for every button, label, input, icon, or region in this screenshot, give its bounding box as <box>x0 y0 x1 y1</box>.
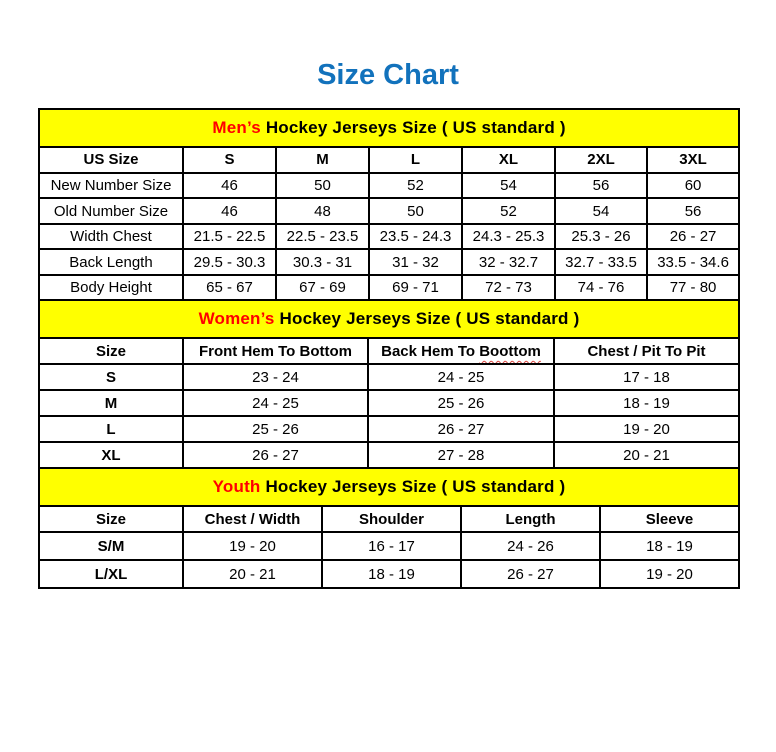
row-label-cell: New Number Size <box>39 173 183 199</box>
value-cell: 52 <box>462 198 555 224</box>
row-label-cell: L <box>39 416 183 442</box>
value-cell: 25.3 - 26 <box>555 224 647 250</box>
value-cell: 26 - 27 <box>461 560 600 588</box>
row-label-cell: Body Height <box>39 275 183 301</box>
value-cell: 50 <box>369 198 462 224</box>
column-header-cell: Length <box>461 506 600 532</box>
row-label-cell: Back Length <box>39 249 183 275</box>
value-cell: 31 - 32 <box>369 249 462 275</box>
value-cell: 48 <box>276 198 369 224</box>
value-cell: 24 - 26 <box>461 532 600 560</box>
table-row <box>39 532 739 560</box>
value-cell: 32 - 32.7 <box>462 249 555 275</box>
table-row <box>39 560 739 588</box>
column-header-cell: Front Hem To Bottom <box>183 338 368 364</box>
column-header-cell: US Size <box>39 147 183 173</box>
column-header-cell: Chest / Pit To Pit <box>554 338 739 364</box>
size-table-womens <box>38 299 740 469</box>
row-label-cell: S/M <box>39 532 183 560</box>
value-cell: 65 - 67 <box>183 275 276 301</box>
value-cell: 32.7 - 33.5 <box>555 249 647 275</box>
value-cell: 46 <box>183 173 276 199</box>
row-label-cell: L/XL <box>39 560 183 588</box>
page-title: Size Chart <box>317 59 459 91</box>
value-cell: 26 - 27 <box>647 224 739 250</box>
table-row <box>39 442 739 468</box>
section-title-text: Hockey Jerseys Size ( US standard ) <box>260 477 566 497</box>
section-title-text: Hockey Jerseys Size ( US standard ) <box>274 309 580 329</box>
value-cell: 18 - 19 <box>600 532 739 560</box>
section-title-text: Hockey Jerseys Size ( US standard ) <box>260 117 566 137</box>
value-cell: 21.5 - 22.5 <box>183 224 276 250</box>
section-title-mens <box>39 109 739 147</box>
value-cell: 19 - 20 <box>600 560 739 588</box>
value-cell: 22.5 - 23.5 <box>276 224 369 250</box>
value-cell: 24 - 25 <box>368 364 554 390</box>
column-header-cell: Shoulder <box>322 506 461 532</box>
value-cell: 69 - 71 <box>369 275 462 301</box>
table-row <box>39 224 739 250</box>
column-header-cell: L <box>369 147 462 173</box>
value-cell: 50 <box>276 173 369 199</box>
value-cell: 26 - 27 <box>183 442 368 468</box>
section-title-highlight: Youth <box>212 477 261 497</box>
table-row <box>39 275 739 301</box>
section-title-highlight: Women’s <box>198 309 275 329</box>
value-cell: 23 - 24 <box>183 364 368 390</box>
value-cell: 54 <box>462 173 555 199</box>
value-cell: 20 - 21 <box>183 560 322 588</box>
value-cell: 18 - 19 <box>554 390 739 416</box>
column-header-cell: 2XL <box>555 147 647 173</box>
value-cell: 25 - 26 <box>183 416 368 442</box>
value-cell: 18 - 19 <box>322 560 461 588</box>
value-cell: 77 - 80 <box>647 275 739 301</box>
row-label-cell: M <box>39 390 183 416</box>
value-cell: 24.3 - 25.3 <box>462 224 555 250</box>
value-cell: 60 <box>647 173 739 199</box>
column-header-cell: Chest / Width <box>183 506 322 532</box>
row-label-cell: Old Number Size <box>39 198 183 224</box>
size-table-mens <box>38 108 740 302</box>
column-header-cell <box>368 338 554 364</box>
value-cell: 19 - 20 <box>554 416 739 442</box>
table-row <box>39 390 739 416</box>
table-row <box>39 416 739 442</box>
value-cell: 20 - 21 <box>554 442 739 468</box>
row-label-cell: S <box>39 364 183 390</box>
section-title-womens <box>39 300 739 338</box>
section-title-youth <box>39 468 739 506</box>
value-cell: 54 <box>555 198 647 224</box>
value-cell: 26 - 27 <box>368 416 554 442</box>
table-row <box>39 198 739 224</box>
row-label-cell: Width Chest <box>39 224 183 250</box>
page <box>38 60 738 589</box>
value-cell: 67 - 69 <box>276 275 369 301</box>
column-header-cell: Size <box>39 506 183 532</box>
value-cell: 33.5 - 34.6 <box>647 249 739 275</box>
value-cell: 23.5 - 24.3 <box>369 224 462 250</box>
value-cell: 74 - 76 <box>555 275 647 301</box>
column-header-text: Back Hem To <box>381 342 480 360</box>
value-cell: 52 <box>369 173 462 199</box>
column-header-cell: 3XL <box>647 147 739 173</box>
column-header-cell: Size <box>39 338 183 364</box>
size-table-youth <box>38 467 740 589</box>
column-header-misspelled-word: Boottom <box>479 342 541 360</box>
value-cell: 25 - 26 <box>368 390 554 416</box>
table-row <box>39 249 739 275</box>
value-cell: 30.3 - 31 <box>276 249 369 275</box>
size-chart-tables <box>38 108 738 590</box>
value-cell: 19 - 20 <box>183 532 322 560</box>
column-header-cell: M <box>276 147 369 173</box>
table-row <box>39 364 739 390</box>
value-cell: 29.5 - 30.3 <box>183 249 276 275</box>
column-header-cell: S <box>183 147 276 173</box>
value-cell: 16 - 17 <box>322 532 461 560</box>
table-row <box>39 173 739 199</box>
value-cell: 56 <box>647 198 739 224</box>
section-title-highlight: Men’s <box>212 117 261 137</box>
value-cell: 27 - 28 <box>368 442 554 468</box>
value-cell: 24 - 25 <box>183 390 368 416</box>
row-label-cell: XL <box>39 442 183 468</box>
value-cell: 72 - 73 <box>462 275 555 301</box>
column-header-cell: XL <box>462 147 555 173</box>
value-cell: 56 <box>555 173 647 199</box>
value-cell: 46 <box>183 198 276 224</box>
column-header-cell: Sleeve <box>600 506 739 532</box>
value-cell: 17 - 18 <box>554 364 739 390</box>
